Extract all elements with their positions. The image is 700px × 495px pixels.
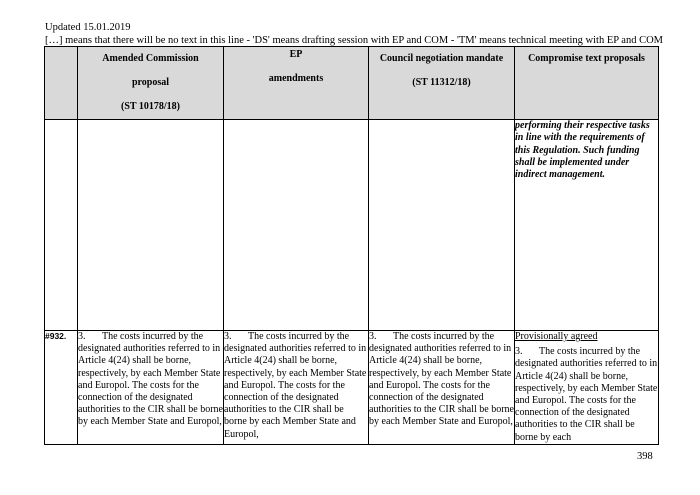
- header-ep: [224, 47, 369, 120]
- row2-compromise-text: The costs incurred by the designated authorities referred to in Article 4(24) shall be borne, respectively, by each Member State and Europol. The costs for the connection of the designated authorities to the CIR shall be borne by each: [515, 346, 658, 443]
- header-council-line1: Council negotiation mandate: [379, 53, 504, 64]
- comparison-table: [44, 46, 659, 445]
- row2-council-cell: [369, 331, 515, 445]
- row2-ep-cell: [224, 331, 369, 445]
- header-compromise: [515, 47, 659, 120]
- row1-compromise-text: performing their respective tasks in line with the requirements of this Regulation. Such funding shall be implemented under indirect management.: [515, 120, 659, 331]
- row2-compromise-status: Provisionally agreed: [515, 331, 598, 342]
- row2-council-text: The costs incurred by the designated authorities referred to in Article 4(24) shall be borne, respectively, by each Member State and Europol. The costs for the connection of the designated authorities to the CIR shall be borne by each Member State and Europol,: [369, 331, 514, 428]
- row2-compromise-cell: [515, 331, 659, 445]
- page-number: 398: [637, 451, 653, 462]
- row2-number: #932.: [45, 331, 78, 445]
- header-council: [369, 47, 515, 120]
- row2-commission-cell: [78, 331, 224, 445]
- header-commission: [78, 47, 224, 120]
- header-council-line2: (ST 11312/18): [412, 77, 471, 88]
- header-commission-line3: (ST 10178/18): [121, 101, 180, 112]
- para-number: 3.: [369, 331, 377, 342]
- header-commission-line2: proposal: [131, 77, 170, 88]
- table-header-row: [45, 47, 659, 120]
- table-row: [45, 120, 659, 331]
- header-ep-line2: amendments: [268, 73, 324, 84]
- header-number-cell: [45, 47, 78, 120]
- row1-number-cell: [45, 120, 78, 331]
- para-number: 3.: [224, 331, 232, 342]
- row2-ep-text: The costs incurred by the designated authorities referred to in Article 4(24) shall be borne, respectively, by each Member State and Europol. The costs for the connection of the designated authorities to the CIR shall be borne by each Member State and Europol,: [224, 331, 367, 440]
- header-compromise-line1: Compromise text proposals: [528, 53, 645, 64]
- table-row: [45, 331, 659, 445]
- row1-ep-cell: [224, 120, 369, 331]
- row1-council-cell: [369, 120, 515, 331]
- row2-commission-text: The costs incurred by the designated authorities referred to in Article 4(24) shall be borne, respectively, by each Member State and Europol. The costs for the connection of the designated authorities to the CIR shall be borne by each Member State and Europol,: [78, 331, 223, 428]
- para-number: 3.: [515, 346, 523, 358]
- header-ep-line1: EP: [289, 49, 303, 60]
- header-commission-line1: Amended Commission: [102, 53, 199, 64]
- row2-compromise-para: [515, 346, 658, 444]
- row2-ep-para: [224, 331, 368, 441]
- row1-commission-cell: [78, 120, 224, 331]
- row2-council-para: [369, 331, 514, 429]
- legend-note: […] means that there will be no text in this line - 'DS' means drafting session with EP and COM - 'TM' means technical meeting with EP and COM: [45, 35, 664, 46]
- row2-commission-para: [78, 331, 223, 429]
- para-number: 3.: [78, 331, 86, 342]
- updated-date: Updated 15.01.2019: [45, 22, 131, 33]
